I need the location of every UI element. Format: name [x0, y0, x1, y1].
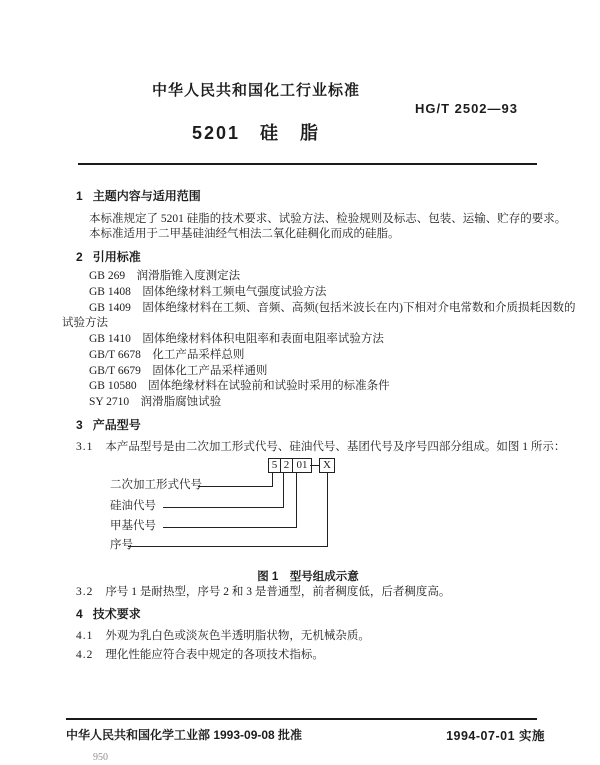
leader-horizontal-3 — [163, 527, 297, 528]
clause-3-2-text: 序号 1 是耐热型，序号 2 和 3 是普通型，前者稠度低，后者稠度高。 — [105, 586, 451, 598]
implementation-date: 1994-07-01 实施 — [446, 729, 545, 743]
model-code-box — [268, 458, 312, 473]
leader-vertical-3 — [296, 473, 297, 527]
clause-3-1-text: 本产品型号是由二次加工形式代号、硅油代号、基团代号及序号四部分组成。如图 1 所示： — [105, 441, 566, 453]
authority-title: 中华人民共和国化工行业标准 — [151, 82, 360, 99]
reference-line: GB 1410 固体绝缘材料体积电阻率和表面电阻率试验方法 — [89, 333, 384, 345]
leader-horizontal-1 — [198, 486, 273, 487]
figure-label-methyl-code: 甲基代号 — [110, 520, 156, 532]
reference-line-continuation: 试验方法 — [62, 317, 108, 330]
code-cell-2: 2 — [281, 459, 293, 472]
clause-3-2-number: 3.2 — [76, 586, 94, 598]
section-1-heading — [76, 188, 201, 204]
leader-vertical-2 — [283, 473, 284, 507]
section-2-number: 2 — [76, 250, 83, 264]
section-4-title: 技术要求 — [92, 607, 141, 621]
serial-code-box: X — [319, 458, 335, 473]
clause-3-1 — [76, 439, 565, 455]
reference-line: GB 1409 固体绝缘材料在工频、音频、高频(包括米波长在内)下相对介电常数和介质损耗因数的 — [89, 301, 576, 314]
section-2-title: 引用标准 — [92, 250, 141, 264]
leader-horizontal-4 — [128, 546, 328, 547]
reference-line: GB/T 6678 化工产品采样总则 — [89, 348, 245, 361]
reference-line: GB/T 6679 固体化工产品采样通则 — [89, 364, 268, 377]
section-3-number: 3 — [76, 418, 83, 432]
section-4-heading — [76, 606, 141, 622]
figure-label-serial-number: 序号 — [110, 539, 133, 551]
approval-statement: 中华人民共和国化学工业部 1993-09-08 批准 — [66, 728, 303, 742]
leader-vertical-4 — [327, 473, 328, 546]
code-cell-3: 01 — [296, 459, 308, 471]
clause-4-2-number: 4.2 — [76, 649, 94, 661]
section-2-heading — [76, 249, 141, 265]
code-cell-1: 5 — [269, 459, 281, 472]
section-1-title: 主题内容与适用范围 — [92, 189, 201, 203]
clause-4-1-number: 4.1 — [76, 630, 94, 642]
figure-1-caption: 图 1 型号组成示意 — [257, 571, 359, 583]
leader-horizontal-2 — [163, 507, 284, 508]
leader-vertical-1 — [272, 473, 273, 486]
reference-line: GB 10580 固体绝缘材料在试验前和试验时采用的标准条件 — [89, 380, 390, 393]
reference-line: GB 1408 固体绝缘材料工频电气强度试验方法 — [89, 285, 327, 298]
section-1-paragraph-line-2: 本标准适用于二甲基硅油经气相法二氧化硅稠化而成的硅脂。 — [89, 228, 400, 240]
clause-3-1-number: 3.1 — [76, 441, 94, 453]
section-3-title: 产品型号 — [92, 418, 141, 432]
document-title: 5201 硅 脂 — [191, 123, 321, 143]
figure-label-silicone-oil-code: 硅油代号 — [110, 500, 156, 512]
section-3-heading — [76, 417, 141, 433]
standard-number: HG/T 2502—93 — [414, 101, 518, 116]
clause-4-2-text: 理化性能应符合表中规定的各项技术指标。 — [105, 649, 324, 661]
clause-4-1 — [76, 628, 370, 644]
clause-4-1-text: 外观为乳白色或淡灰色半透明脂状物，无机械杂质。 — [105, 630, 370, 642]
reference-list — [62, 269, 576, 411]
page-number: 950 — [93, 752, 108, 763]
header-rule — [78, 163, 537, 165]
section-4-number: 4 — [76, 607, 83, 621]
figure-label-processing-code: 二次加工形式代号 — [110, 479, 202, 491]
footer-rule — [66, 718, 537, 720]
clause-4-2 — [76, 647, 324, 663]
clause-3-2 — [76, 584, 450, 600]
section-1-paragraph-line-1: 本标准规定了 5201 硅脂的技术要求、试验方法、检验规则及标志、包装、运输、贮存的要求。 — [89, 213, 567, 225]
reference-line: SY 2710 润滑脂腐蚀试验 — [89, 396, 222, 408]
section-1-number: 1 — [76, 189, 83, 203]
reference-line: GB 269 润滑脂锥入度测定法 — [89, 270, 241, 282]
